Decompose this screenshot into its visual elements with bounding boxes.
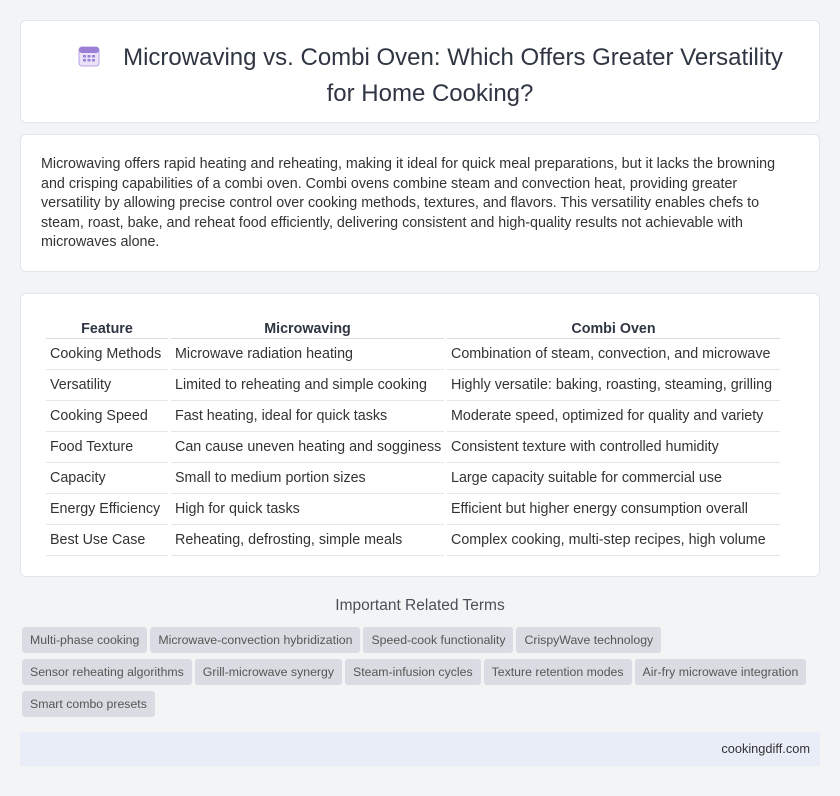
related-term-tag[interactable]: CrispyWave technology	[516, 627, 661, 653]
page-title: Microwaving vs. Combi Oven: Which Offers Greater Versatility for Home Cooking?	[123, 44, 783, 107]
related-terms-heading: Important Related Terms	[335, 597, 505, 614]
table-row	[46, 401, 780, 432]
summary-card	[20, 134, 820, 272]
header-feature: Feature	[46, 312, 168, 339]
comparison-table-card	[20, 293, 820, 577]
related-term-tag[interactable]: Texture retention modes	[484, 659, 632, 685]
table-cell: Small to medium portion sizes	[171, 463, 444, 494]
title-card	[20, 20, 820, 123]
table-row	[46, 494, 780, 525]
table-cell: Cooking Speed	[46, 401, 168, 432]
table-cell: Highly versatile: baking, roasting, steaming, grilling	[447, 370, 780, 401]
table-row	[46, 339, 780, 370]
header-combi-oven: Combi Oven	[447, 312, 780, 339]
table-cell: Moderate speed, optimized for quality and variety	[447, 401, 780, 432]
table-cell: Can cause uneven heating and sogginess	[171, 432, 444, 463]
table-cell: High for quick tasks	[171, 494, 444, 525]
table-row	[46, 432, 780, 463]
table-row	[46, 370, 780, 401]
table-header-row	[46, 312, 780, 339]
comparison-table	[43, 312, 783, 556]
related-term-tag[interactable]: Speed-cook functionality	[363, 627, 513, 653]
table-cell: Microwave radiation heating	[171, 339, 444, 370]
table-cell: Fast heating, ideal for quick tasks	[171, 401, 444, 432]
table-cell: Best Use Case	[46, 525, 168, 556]
table-cell: Energy Efficiency	[46, 494, 168, 525]
related-term-tag[interactable]: Microwave-convection hybridization	[150, 627, 360, 653]
table-cell: Food Texture	[46, 432, 168, 463]
table-cell: Complex cooking, multi-step recipes, high volume	[447, 525, 780, 556]
page-title-wrapper	[61, 41, 799, 110]
table-cell: Large capacity suitable for commercial use	[447, 463, 780, 494]
table-cell: Consistent texture with controlled humidity	[447, 432, 780, 463]
calendar-icon	[77, 44, 101, 77]
header-microwaving: Microwaving	[171, 312, 444, 339]
table-cell: Efficient but higher energy consumption overall	[447, 494, 780, 525]
related-term-tag[interactable]: Air-fry microwave integration	[635, 659, 807, 685]
table-cell: Capacity	[46, 463, 168, 494]
table-cell: Combination of steam, convection, and microwave	[447, 339, 780, 370]
table-cell: Reheating, defrosting, simple meals	[171, 525, 444, 556]
table-row	[46, 463, 780, 494]
related-term-tag[interactable]: Steam-infusion cycles	[345, 659, 481, 685]
table-row	[46, 525, 780, 556]
table-cell: Versatility	[46, 370, 168, 401]
related-term-tag[interactable]: Sensor reheating algorithms	[22, 659, 192, 685]
related-term-tag[interactable]: Smart combo presets	[22, 691, 155, 717]
table-cell: Cooking Methods	[46, 339, 168, 370]
footer	[20, 732, 820, 766]
related-term-tag[interactable]: Grill-microwave synergy	[195, 659, 342, 685]
related-term-tag[interactable]: Multi-phase cooking	[22, 627, 147, 653]
footer-site-link[interactable]: cookingdiff.com	[721, 741, 810, 756]
table-cell: Limited to reheating and simple cooking	[171, 370, 444, 401]
related-terms-list	[22, 627, 822, 723]
summary-text: Microwaving offers rapid heating and reheating, making it ideal for quick meal preparations, but it lacks the browning and crisping capabilities of a combi oven. Combi ovens combine steam and convection heat, providing greater versatility by allowing precise control over cooking methods, textures, and flavors. This versatility enables chefs to steam, roast, bake, and reheat food efficiently, delivering consistent and high-quality results not achievable with microwaves alone.	[41, 156, 776, 250]
